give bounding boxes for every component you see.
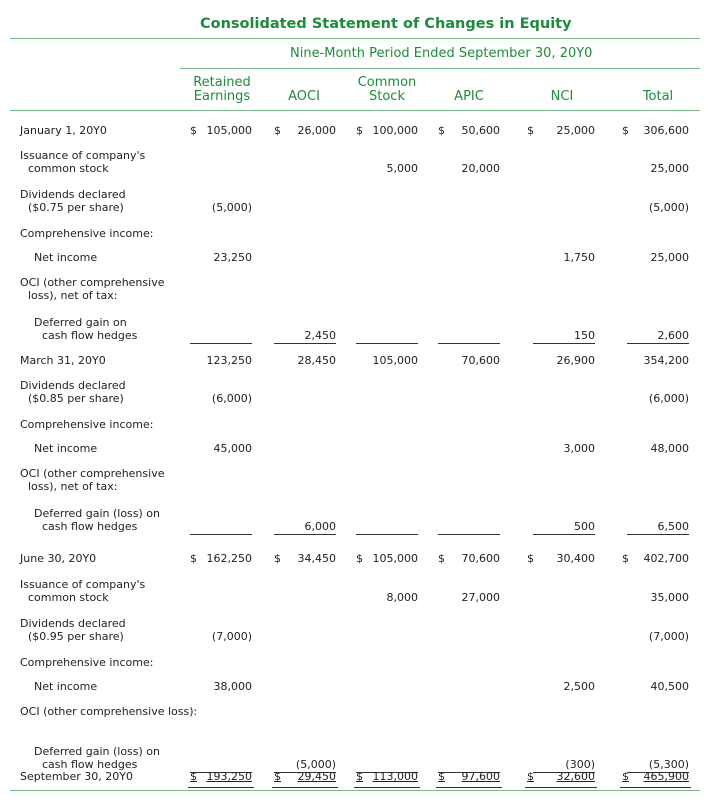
row-label: Dividends declared [20, 188, 126, 201]
row-label: Deferred gain (loss) on [34, 745, 161, 758]
row-label: Net income [34, 442, 98, 455]
cell-value: 2,600 [657, 329, 689, 342]
cell-value: 500 [574, 520, 595, 533]
cell-value: 1,750 [563, 251, 595, 264]
cell-value: 162,250 [206, 552, 252, 565]
subtotal-underline [438, 534, 500, 535]
cell-value: 105,000 [206, 124, 252, 137]
cell-value: 6,500 [657, 520, 689, 533]
cell-value: 30,400 [556, 552, 595, 565]
row-label: Dividends declared [20, 379, 126, 392]
cell-value: (7,000) [211, 630, 252, 643]
dollar-sign: $ [622, 124, 629, 137]
cell-value: 6,000 [304, 520, 336, 533]
dollar-sign: $ [190, 770, 197, 783]
subtotal-underline [356, 343, 418, 344]
row-label: Comprehensive income: [20, 227, 154, 240]
bottom-divider [10, 790, 700, 791]
subtotal-underline [533, 343, 595, 344]
row-label: ($0.75 per share) [28, 201, 124, 214]
row-label: Deferred gain (loss) on [34, 507, 161, 520]
subtotal-underline [627, 343, 689, 344]
total-double-underline [436, 787, 502, 788]
cell-value: 50,600 [461, 124, 500, 137]
row-label: cash flow hedges [42, 520, 138, 533]
period-heading: Nine-Month Period Ended September 30, 20Y0 [290, 46, 593, 61]
row-label: Net income [34, 680, 98, 693]
subtotal-underline [356, 534, 418, 535]
total-double-underline [272, 787, 338, 788]
row-label: ($0.95 per share) [28, 630, 124, 643]
total-double-underline [354, 787, 420, 788]
cell-value: 354,200 [643, 354, 689, 367]
dollar-sign: $ [622, 552, 629, 565]
cell-value: 123,250 [206, 354, 252, 367]
row-label: June 30, 20Y0 [20, 552, 97, 565]
cell-value: 150 [574, 329, 595, 342]
column-header-line1: Common [357, 75, 417, 90]
row-label: Net income [34, 251, 98, 264]
cell-value: 8,000 [386, 591, 418, 604]
column-header-common-stock: Stock [369, 89, 405, 104]
dollar-sign: $ [190, 552, 197, 565]
dollar-sign: $ [274, 770, 281, 783]
dollar-sign: $ [356, 552, 363, 565]
cell-value: 3,000 [563, 442, 595, 455]
row-label: OCI (other comprehensive [20, 276, 165, 289]
cell-value: 35,000 [650, 591, 689, 604]
subtotal-underline [274, 343, 336, 344]
cell-value: 306,600 [643, 124, 689, 137]
statement-title: Consolidated Statement of Changes in Equity [200, 16, 572, 32]
cell-value: (6,000) [211, 392, 252, 405]
cell-value: 34,450 [297, 552, 336, 565]
column-header-retained-earnings: Earnings [193, 89, 251, 104]
cell-value: 105,000 [372, 354, 418, 367]
column-header-apic: APIC [454, 89, 484, 104]
cell-value: 25,000 [556, 124, 595, 137]
row-label: common stock [28, 591, 109, 604]
cell-value: (5,000) [295, 758, 336, 771]
row-label: OCI (other comprehensive loss): [20, 705, 198, 718]
cell-value: 70,600 [461, 354, 500, 367]
cell-value: (300) [565, 758, 595, 771]
row-label: Issuance of company's [20, 578, 146, 591]
cell-value: 465,900 [643, 770, 689, 783]
row-label: September 30, 20Y0 [20, 770, 134, 783]
row-label: Comprehensive income: [20, 418, 154, 431]
row-label: common stock [28, 162, 109, 175]
cell-value: 27,000 [461, 591, 500, 604]
row-label: Comprehensive income: [20, 656, 154, 669]
cell-value: 97,600 [461, 770, 500, 783]
total-double-underline [620, 787, 691, 788]
cell-value: 105,000 [372, 552, 418, 565]
row-label: cash flow hedges [42, 329, 138, 342]
row-label: cash flow hedges [42, 758, 138, 771]
subtotal-underline [190, 343, 252, 344]
dollar-sign: $ [527, 770, 534, 783]
subtotal-underline [533, 534, 595, 535]
cell-value: 48,000 [650, 442, 689, 455]
title-divider [10, 38, 700, 39]
cell-value: (6,000) [648, 392, 689, 405]
cell-value: 2,500 [563, 680, 595, 693]
dollar-sign: $ [438, 552, 445, 565]
cell-value: 100,000 [372, 124, 418, 137]
row-label: loss), net of tax: [28, 289, 118, 302]
row-label: March 31, 20Y0 [20, 354, 106, 367]
subtotal-underline [274, 534, 336, 535]
cell-value: 193,250 [206, 770, 252, 783]
cell-value: 5,000 [386, 162, 418, 175]
cell-value: 40,500 [650, 680, 689, 693]
cell-value: 25,000 [650, 251, 689, 264]
cell-value: 29,450 [297, 770, 336, 783]
cell-value: 26,900 [556, 354, 595, 367]
column-header-total: Total [642, 89, 674, 104]
dollar-sign: $ [622, 770, 629, 783]
cell-value: 2,450 [304, 329, 336, 342]
total-double-underline [525, 787, 597, 788]
dollar-sign: $ [438, 770, 445, 783]
column-header-nci: NCI [550, 89, 574, 104]
row-label: ($0.85 per share) [28, 392, 124, 405]
cell-value: (5,000) [648, 201, 689, 214]
cell-value: 38,000 [213, 680, 252, 693]
cell-value: 23,250 [213, 251, 252, 264]
dollar-sign: $ [438, 124, 445, 137]
total-double-underline [188, 787, 254, 788]
column-header-aoci: AOCI [288, 89, 320, 104]
cell-value: (7,000) [648, 630, 689, 643]
dollar-sign: $ [274, 552, 281, 565]
cell-value: 45,000 [213, 442, 252, 455]
row-label: Dividends declared [20, 617, 126, 630]
row-label: Deferred gain on [34, 316, 127, 329]
row-label: loss), net of tax: [28, 480, 118, 493]
cell-value: (5,300) [648, 758, 689, 771]
row-label: Issuance of company's [20, 149, 146, 162]
cell-value: 113,000 [372, 770, 418, 783]
subtotal-underline [190, 534, 252, 535]
subtotal-underline [627, 534, 689, 535]
cell-value: (5,000) [211, 201, 252, 214]
header-divider [10, 110, 700, 111]
period-divider [180, 68, 700, 69]
row-label: OCI (other comprehensive [20, 467, 165, 480]
row-label: January 1, 20Y0 [20, 124, 107, 137]
dollar-sign: $ [527, 124, 534, 137]
dollar-sign: $ [356, 770, 363, 783]
dollar-sign: $ [274, 124, 281, 137]
cell-value: 25,000 [650, 162, 689, 175]
cell-value: 32,600 [556, 770, 595, 783]
dollar-sign: $ [190, 124, 197, 137]
dollar-sign: $ [527, 552, 534, 565]
cell-value: 28,450 [297, 354, 336, 367]
cell-value: 20,000 [461, 162, 500, 175]
subtotal-underline [438, 343, 500, 344]
column-header-line1: Retained [193, 75, 251, 90]
cell-value: 402,700 [643, 552, 689, 565]
dollar-sign: $ [356, 124, 363, 137]
cell-value: 26,000 [297, 124, 336, 137]
cell-value: 70,600 [461, 552, 500, 565]
